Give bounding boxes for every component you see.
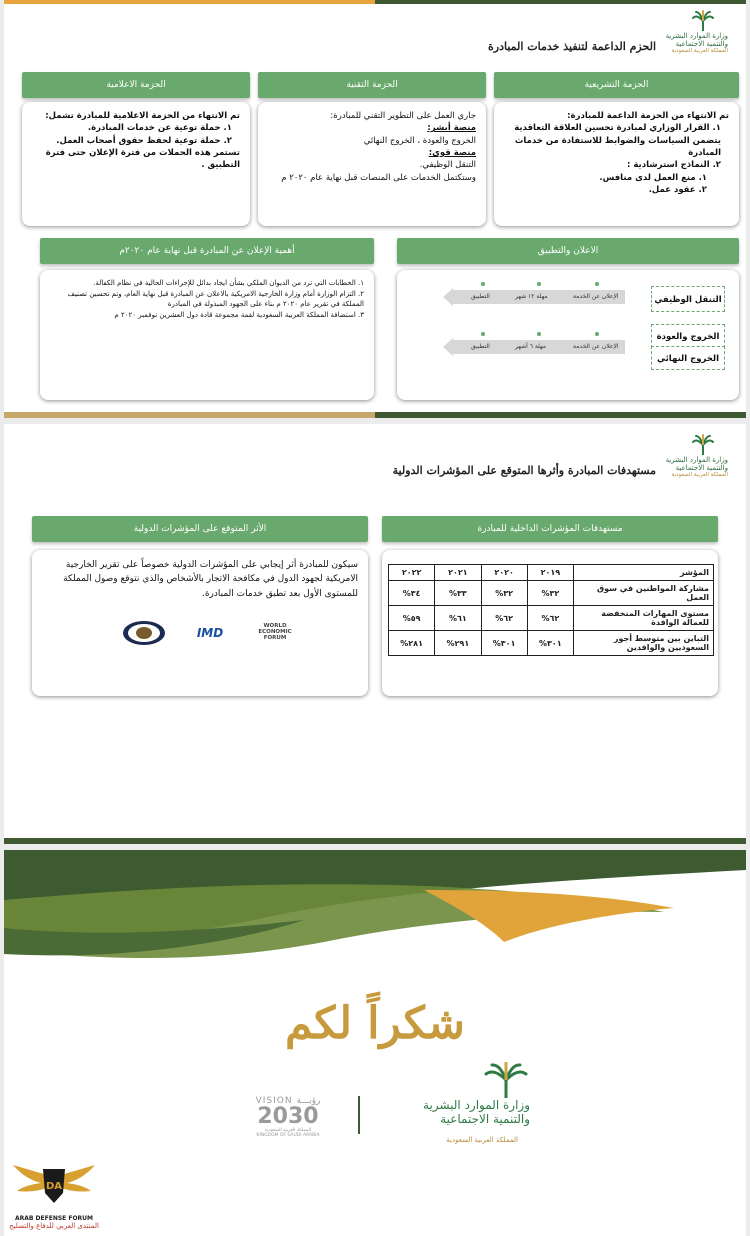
logo-divider [358, 1096, 360, 1134]
thanks-title: شكراً لكم [285, 998, 465, 1049]
table-cell: ٣٣% [435, 581, 481, 606]
ministry-name-1: وزارة الموارد البشرية [665, 32, 728, 40]
platform-absher-label: منصة أبشر: [427, 123, 476, 134]
palm-icon [692, 10, 714, 32]
table-cell: مشاركة المواطنين في سوق العمل [574, 581, 714, 606]
targets-table [388, 564, 714, 656]
decorative-waves [4, 850, 746, 970]
timeline-start-2: الإعلان عن الخدمة [573, 343, 619, 350]
legislative-panel [494, 102, 739, 226]
timeline-dot [595, 332, 599, 336]
timeline-end-2: التطبيق [471, 343, 490, 350]
vision-year: 2030 [257, 1104, 319, 1129]
column-header: المؤشر [574, 565, 714, 581]
seal-icon [122, 620, 166, 646]
vision-kingdom-en: KINGDOM OF SAUDI ARABIA [256, 1133, 320, 1138]
table-row [389, 606, 714, 631]
wef-logo-line: ECONOMIC [258, 628, 292, 635]
table-cell: التباين بين متوسط أجور السعوديين والوافدين [574, 631, 714, 656]
media-item-1: ١. حملة توعية عن خدمات المبادرة. [87, 123, 232, 134]
bottom-accent-bar [4, 838, 746, 844]
column-header: ٢٠٢٢ [389, 565, 435, 581]
importance-header: أهمية الإعلان عن المبادرة قبل نهاية عام ٢٠٢٠م [40, 238, 374, 264]
targets-header: مستهدفات المؤشرات الداخلية للمبادرة [382, 516, 718, 542]
watermark [8, 1159, 100, 1230]
timeline-period-2: مهلة ٦ أشهر [515, 343, 547, 350]
table-cell: ٦٢% [481, 606, 527, 631]
column-header: ٢٠١٩ [527, 565, 573, 581]
bottom-accent-bar [4, 412, 746, 418]
palm-icon [484, 1062, 528, 1098]
technical-panel [258, 102, 486, 226]
timeline-dot [481, 332, 485, 336]
us-state-seal-logo [122, 620, 166, 646]
ministry-name-1: وزارة الموارد البشرية [423, 1098, 530, 1112]
table-cell: ٢٩١% [435, 631, 481, 656]
timeline-label-mobility: التنقل الوظيفي [651, 286, 725, 312]
table-cell: ٦١% [435, 606, 481, 631]
media-closing: تستمر هذه الحملات من فترة الإعلان حتى فترة التطبيق . [45, 147, 240, 171]
timeline-label-reentry: الخروج والعودة [651, 324, 725, 348]
legislative-item-1: ١. القرار الوزاري لمبادرة تحسين العلاقة التعاقدية يتضمن السياسات والضوابط للاستفادة من خدمات المبادرة [514, 123, 721, 158]
timeline-label-final-exit: الخروج النهائي [651, 346, 725, 370]
announcement-header: الاعلان والتطبيق [397, 238, 739, 264]
legislative-item-2: ٢. النماذج استرشادية : [627, 160, 721, 171]
table-cell: ٣٠١% [481, 631, 527, 656]
wef-logo-line: FORUM [263, 635, 287, 642]
legislative-header: الحزمة التشريعية [494, 72, 739, 98]
palm-icon [692, 434, 714, 456]
slide-thanks [4, 850, 746, 1236]
watermark-title: ARAB DEFENSE FORUM [14, 1215, 94, 1222]
table-cell: ٣٢% [481, 581, 527, 606]
impact-header: الأثر المتوقع على المؤشرات الدولية [32, 516, 368, 542]
platform-absher-text: الخروج والعودة ، الخروج النهائي [363, 135, 476, 146]
table-cell: ٥٩% [389, 606, 435, 631]
timeline-dot [537, 282, 541, 286]
importance-item-2: ٢. التزام الوزارة أمام وزارة الخارجية الامريكية بالاعلان عن المبادرة قبل نهاية العام، وتم تحسين تصنيف المملكة في تقرير عام ٢٠٢٠ م بناء على الجهود المبذولة في المبادرة [67, 289, 364, 308]
technical-header: الحزمة التقنية [258, 72, 486, 98]
legislative-intro: تم الانتهاء من الحزمة الداعمة للمبادرة: [567, 111, 729, 121]
ministry-name-2: والتنمية الاجتماعية [440, 1112, 530, 1127]
watermark-mark: DA [45, 1181, 63, 1192]
importance-item-3: ٣. استضافة المملكة العربية السعودية لقمة مجموعة قادة دول العشرين نوفمبر ٢٠٢٠ م [114, 310, 364, 319]
slide-targets [4, 424, 746, 844]
kingdom-name: المملكة العربية السعودية [671, 472, 728, 479]
importance-item-1: ١. الخطابات التي ترد من الديوان الملكي بشأن ايجاد بدائل للإجراءات الحالية في نظام الكفالة. [93, 279, 364, 287]
impact-text: سيكون للمبادرة أثر إيجابي على المؤشرات الدولية خصوصاً على تقرير الخارجية الامريكية لجهود الدول في مكافحة الاتجار بالأشخاص والذي نتوقع وصول المملكة للمستوى الأول بعد تطبق خدمات المبادرة. [63, 560, 358, 599]
wef-logo [250, 618, 300, 646]
legislative-subitem-1: ١. منع العمل لدى منافس. [599, 172, 707, 183]
eagle-wings-icon [11, 1159, 97, 1209]
table-cell: ٣٠١% [527, 631, 573, 656]
table-cell: ٢٨١% [389, 631, 435, 656]
column-header: ٢٠٢١ [435, 565, 481, 581]
technical-intro: جاري العمل على التطوير التقني للمبادرة: [330, 111, 476, 121]
vision-label: VISION رؤيـــة [255, 1096, 321, 1106]
announcement-panel [397, 270, 739, 400]
wef-logo-line: WORLD [263, 622, 287, 629]
table-cell: ٦٢% [527, 606, 573, 631]
slide-support-packages [4, 0, 746, 418]
media-header: الحزمة الاعلامية [22, 72, 250, 98]
media-panel [22, 102, 250, 226]
page-title: الحزم الداعمة لتنفيذ خدمات المبادرة [488, 40, 656, 53]
timeline-dot [537, 332, 541, 336]
ministry-name-1: وزارة الموارد البشرية [665, 456, 728, 464]
column-header: ٢٠٢٠ [481, 565, 527, 581]
ministry-name-2: والتنمية الاجتماعية [675, 40, 728, 49]
imd-logo: IMD [196, 626, 224, 640]
platform-qiwa-text: التنقل الوظيفي. [419, 160, 476, 171]
table-row [389, 631, 714, 656]
table-cell: مستوى المهارات المنخفضة للعمالة الوافدة [574, 606, 714, 631]
top-accent-bar [4, 0, 746, 4]
ministry-name-2: والتنمية الاجتماعية [675, 464, 728, 473]
platform-qiwa-label: منصة قوى: [428, 147, 476, 158]
table-row [389, 581, 714, 606]
vision-2030-logo [248, 1096, 328, 1138]
technical-closing: وستكتمل الخدمات على المنصات قبل نهاية عام ٢٠٢٠ م [281, 172, 476, 183]
vision-kingdom-ar: المملكة العربية السعودية [264, 1128, 312, 1133]
table-header-row [389, 565, 714, 581]
table-cell: ٣٤% [389, 581, 435, 606]
importance-panel [40, 270, 374, 400]
kingdom-name: المملكة العربية السعودية [446, 1136, 518, 1144]
watermark-subtitle: المنتدى العربي للدفاع والتسليح [9, 1222, 99, 1230]
table-cell: ٣٢% [527, 581, 573, 606]
kingdom-name: المملكة العربية السعودية [671, 48, 728, 55]
legislative-subitem-2: ٢. عقود عمل. [648, 184, 707, 195]
timeline-dot [595, 282, 599, 286]
media-intro: تم الانتهاء من الحزمة الاعلامية للمبادرة تشمل: [45, 111, 240, 121]
timeline-end-1: التطبيق [471, 293, 490, 300]
media-item-2: ٢. حملة توعية لحفظ حقوق أصحاب العمل. [56, 135, 232, 146]
timeline-period-1: مهلة ١٢ شهر [515, 293, 548, 300]
timeline-dot [481, 282, 485, 286]
page-title: مستهدفات المبادرة وأثرها المتوقع على المؤشرات الدولية [392, 464, 656, 477]
timeline-start-1: الإعلان عن الخدمة [573, 293, 619, 300]
